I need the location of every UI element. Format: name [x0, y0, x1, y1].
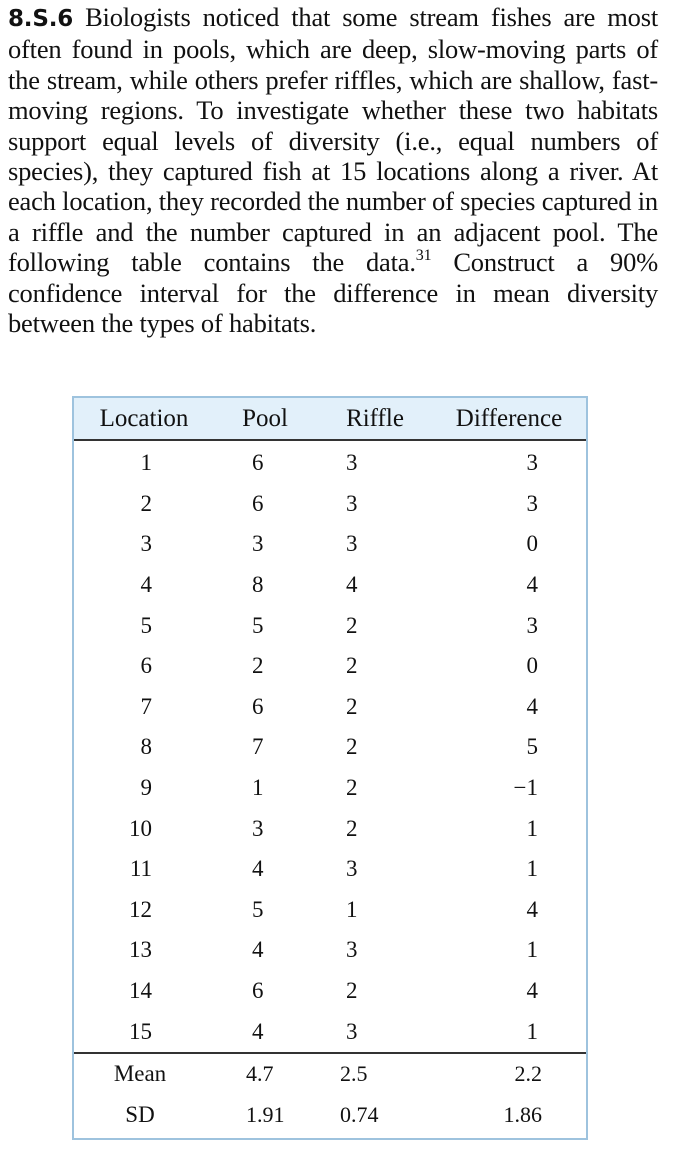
header-riffle: Riffle [346, 404, 404, 432]
table-row [74, 1011, 586, 1052]
cell-pool: 1.91 [246, 1101, 285, 1127]
cell-pool: 3 [252, 531, 264, 557]
cell-difference: 3 [526, 490, 538, 516]
cell-pool: 6 [252, 693, 264, 719]
cell-location: 12 [129, 896, 152, 922]
cell-difference: 1.86 [503, 1101, 542, 1127]
cell-location: 8 [140, 734, 152, 760]
cell-pool: 2 [252, 653, 264, 679]
cell-riffle: 2 [346, 734, 358, 760]
problem-text-end: Construct a 90% confidence interval for the difference in mean diversity between the types of habitats. [8, 247, 659, 339]
cell-difference: 2.2 [514, 1061, 542, 1087]
cell-pool: 4.7 [246, 1061, 274, 1087]
cell-difference: 0 [526, 531, 538, 557]
cell-location: 5 [140, 612, 152, 638]
cell-difference: 1 [526, 1018, 538, 1044]
cell-pool: 6 [252, 490, 264, 516]
cell-difference: 5 [526, 734, 538, 760]
cell-riffle: 3 [346, 1018, 358, 1044]
table-row [74, 605, 586, 646]
cell-pool: 4 [252, 1018, 264, 1044]
cell-riffle: 2 [346, 693, 358, 719]
cell-difference: 3 [526, 450, 538, 476]
cell-location: 7 [140, 693, 152, 719]
header-difference: Difference [455, 404, 563, 432]
cell-pool: 3 [252, 815, 264, 841]
cell-difference: 1 [526, 937, 538, 963]
table-row [74, 646, 586, 687]
table-row [74, 565, 586, 606]
problem-number: 8.S.6 [8, 6, 74, 32]
cell-difference: −1 [513, 775, 538, 801]
cell-location: 9 [140, 775, 152, 801]
cell-pool: 5 [252, 612, 264, 638]
table-body [74, 441, 586, 1052]
cell-riffle: 2 [346, 815, 358, 841]
cell-pool: 4 [252, 937, 264, 963]
cell-riffle: 1 [346, 896, 358, 922]
cell-location: 6 [140, 653, 152, 679]
data-table [72, 396, 588, 1140]
problem-statement [8, 2, 658, 338]
cell-location: 14 [129, 978, 152, 1004]
cell-pool: 5 [252, 896, 264, 922]
cell-location: 10 [129, 815, 152, 841]
table-row [74, 443, 586, 484]
header-pool: Pool [242, 404, 288, 432]
cell-pool: 6 [252, 978, 264, 1004]
table-row [74, 687, 586, 728]
cell-difference: 4 [526, 896, 538, 922]
cell-riffle: 2 [346, 612, 358, 638]
cell-riffle: 3 [346, 450, 358, 476]
table-row [74, 524, 586, 565]
cell-riffle: 2 [346, 978, 358, 1004]
cell-riffle: 3 [346, 490, 358, 516]
cell-difference: 1 [526, 815, 538, 841]
cell-pool: 4 [252, 856, 264, 882]
cell-difference: 4 [526, 572, 538, 598]
cell-difference: 1 [526, 856, 538, 882]
table-row [74, 930, 586, 971]
cell-difference: 3 [526, 612, 538, 638]
table-row [74, 768, 586, 809]
cell-location: 2 [140, 490, 152, 516]
table-row [74, 484, 586, 525]
table-row [74, 808, 586, 849]
table-row [74, 971, 586, 1012]
cell-riffle: 0.74 [340, 1101, 379, 1127]
summary-row-mean [74, 1054, 586, 1095]
cell-riffle: 2 [346, 775, 358, 801]
cell-riffle: 3 [346, 856, 358, 882]
table-row [74, 890, 586, 931]
header-location: Location [99, 404, 189, 432]
table-row [74, 727, 586, 768]
cell-location: 13 [129, 937, 152, 963]
cell-location: 4 [140, 572, 152, 598]
cell-location: 3 [140, 531, 152, 557]
problem-text: Biologists noticed that some stream fishes are most often found in pools, which are deep, slow-moving parts of the stream, while others prefer riffles, which are shallow, fast-moving regions. To investigate whether these two habitats support equal levels of diversity (i.e., equal numbers of species), they captured fish at 15 locations along a river. At each location, they recorded the number of species captured in a riffle and the number captured in an adjacent pool. The following table contains the data. [8, 2, 658, 278]
summary-row-sd [74, 1095, 586, 1136]
table-header [74, 398, 586, 441]
cell-pool: 1 [252, 775, 264, 801]
summary-label: SD [125, 1101, 155, 1127]
cell-riffle: 3 [346, 937, 358, 963]
cell-riffle: 2 [346, 653, 358, 679]
cell-difference: 0 [526, 653, 538, 679]
cell-difference: 4 [526, 693, 538, 719]
cell-riffle: 3 [346, 531, 358, 557]
cell-location: 1 [140, 450, 152, 476]
cell-riffle: 2.5 [340, 1061, 368, 1087]
cell-difference: 4 [526, 978, 538, 1004]
cell-pool: 6 [252, 450, 264, 476]
cell-pool: 7 [252, 734, 264, 760]
cell-riffle: 4 [346, 572, 358, 598]
cell-pool: 8 [252, 572, 264, 598]
cell-location: 11 [129, 856, 152, 882]
summary-label: Mean [113, 1061, 167, 1087]
footnote-marker: 31 [415, 247, 432, 265]
cell-location: 15 [129, 1018, 152, 1044]
table-row [74, 849, 586, 890]
